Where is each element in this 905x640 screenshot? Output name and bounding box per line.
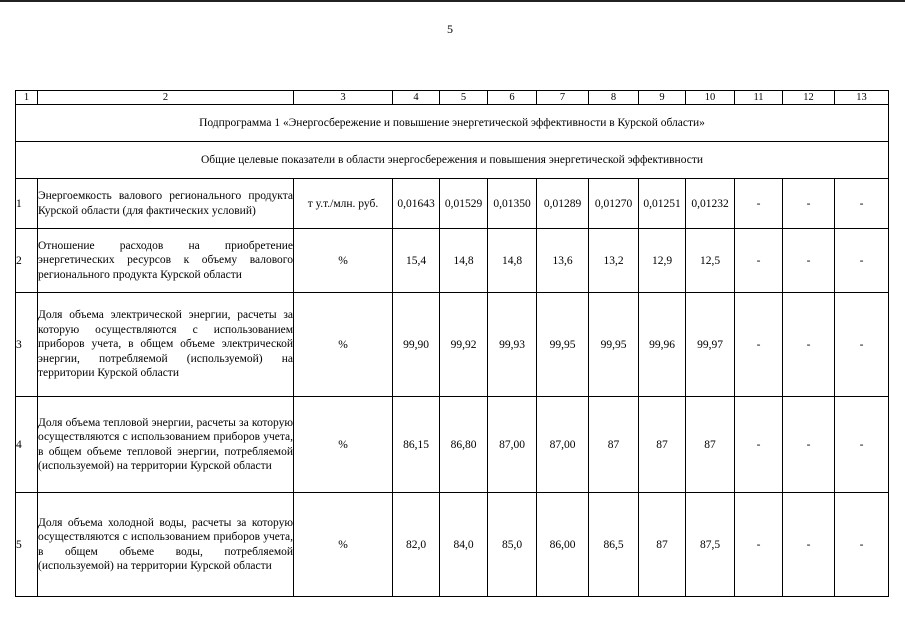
value-cell: 0,01251: [639, 179, 686, 229]
value-cell: 0,01643: [393, 179, 440, 229]
value-cell: 86,00: [537, 493, 589, 597]
row-number: 1: [16, 179, 38, 229]
value-cell: 87: [639, 397, 686, 493]
value-cell: -: [783, 293, 835, 397]
row-number: 3: [16, 293, 38, 397]
column-numbers-row: [16, 91, 889, 105]
indicator-description: Доля объема тепловой энергии, расчеты за которую осуществляются с использованием приборов учета, в общем объеме тепловой энергии, потребляемой (используемой) на территории Курской области: [38, 397, 294, 493]
value-cell: 15,4: [393, 229, 440, 293]
value-cell: -: [783, 397, 835, 493]
value-cell: 87,00: [537, 397, 589, 493]
col-header: 7: [537, 91, 589, 105]
value-cell: 82,0: [393, 493, 440, 597]
value-cell: 99,95: [589, 293, 639, 397]
value-cell: 0,01350: [488, 179, 537, 229]
value-cell: -: [783, 179, 835, 229]
value-cell: 14,8: [440, 229, 488, 293]
value-cell: 99,90: [393, 293, 440, 397]
row-number: 2: [16, 229, 38, 293]
col-header: 5: [440, 91, 488, 105]
value-cell: 99,95: [537, 293, 589, 397]
indicators-table: [15, 90, 889, 597]
value-cell: 99,92: [440, 293, 488, 397]
value-cell: -: [735, 493, 783, 597]
value-cell: -: [735, 229, 783, 293]
unit-cell: %: [294, 493, 393, 597]
value-cell: 99,96: [639, 293, 686, 397]
col-header: 3: [294, 91, 393, 105]
value-cell: 86,80: [440, 397, 488, 493]
value-cell: 12,9: [639, 229, 686, 293]
col-header: 9: [639, 91, 686, 105]
col-header: 8: [589, 91, 639, 105]
value-cell: -: [783, 229, 835, 293]
value-cell: 87,5: [686, 493, 735, 597]
row-number: 5: [16, 493, 38, 597]
value-cell: -: [835, 493, 889, 597]
indicator-row: [16, 179, 889, 229]
page-top-border: [0, 0, 905, 2]
value-cell: 86,5: [589, 493, 639, 597]
value-cell: 87,00: [488, 397, 537, 493]
unit-cell: %: [294, 397, 393, 493]
subprogram-row: [16, 105, 889, 142]
value-cell: 13,2: [589, 229, 639, 293]
indicator-row: [16, 397, 889, 493]
col-header: 10: [686, 91, 735, 105]
value-cell: -: [735, 179, 783, 229]
unit-cell: %: [294, 229, 393, 293]
indicator-row: [16, 293, 889, 397]
col-header: 6: [488, 91, 537, 105]
col-header: 2: [38, 91, 294, 105]
value-cell: 86,15: [393, 397, 440, 493]
col-header: 12: [783, 91, 835, 105]
subprogram-title: Подпрограмма 1 «Энергосбережение и повышение энергетической эффективности в Курской области»: [16, 105, 889, 142]
value-cell: 0,01270: [589, 179, 639, 229]
value-cell: -: [783, 493, 835, 597]
value-cell: -: [835, 397, 889, 493]
value-cell: -: [735, 293, 783, 397]
page-number: 5: [447, 22, 453, 36]
indicator-row: [16, 493, 889, 597]
value-cell: -: [835, 293, 889, 397]
value-cell: 0,01289: [537, 179, 589, 229]
section-title: Общие целевые показатели в области энергосбережения и повышения энергетической эффективности: [16, 142, 889, 179]
value-cell: -: [835, 179, 889, 229]
value-cell: 0,01529: [440, 179, 488, 229]
indicator-row: [16, 229, 889, 293]
col-header: 4: [393, 91, 440, 105]
value-cell: 99,97: [686, 293, 735, 397]
indicator-description: Доля объема холодной воды, расчеты за которую осуществляются с использованием приборов учета, в общем объеме воды, потребляемой (используемой) на территории Курской области: [38, 493, 294, 597]
unit-cell: %: [294, 293, 393, 397]
value-cell: -: [835, 229, 889, 293]
value-cell: 87: [639, 493, 686, 597]
col-header: 13: [835, 91, 889, 105]
indicator-description: Энергоемкость валового регионального продукта Курской области (для фактических условий): [38, 179, 294, 229]
col-header: 1: [16, 91, 38, 105]
indicator-description: Доля объема электрической энергии, расчеты за которую осуществляются с использованием приборов учета, в общем объеме электрической энергии, потребляемой (используемой) на территории Курской области: [38, 293, 294, 397]
value-cell: 85,0: [488, 493, 537, 597]
unit-cell: т у.т./млн. руб.: [294, 179, 393, 229]
value-cell: 87: [589, 397, 639, 493]
section-row: [16, 142, 889, 179]
row-number: 4: [16, 397, 38, 493]
value-cell: 99,93: [488, 293, 537, 397]
value-cell: 14,8: [488, 229, 537, 293]
value-cell: 12,5: [686, 229, 735, 293]
col-header: 11: [735, 91, 783, 105]
value-cell: 13,6: [537, 229, 589, 293]
value-cell: 0,01232: [686, 179, 735, 229]
value-cell: -: [735, 397, 783, 493]
value-cell: 87: [686, 397, 735, 493]
value-cell: 84,0: [440, 493, 488, 597]
indicator-description: Отношение расходов на приобретение энергетических ресурсов к объему валового регионального продукта Курской области: [38, 229, 294, 293]
